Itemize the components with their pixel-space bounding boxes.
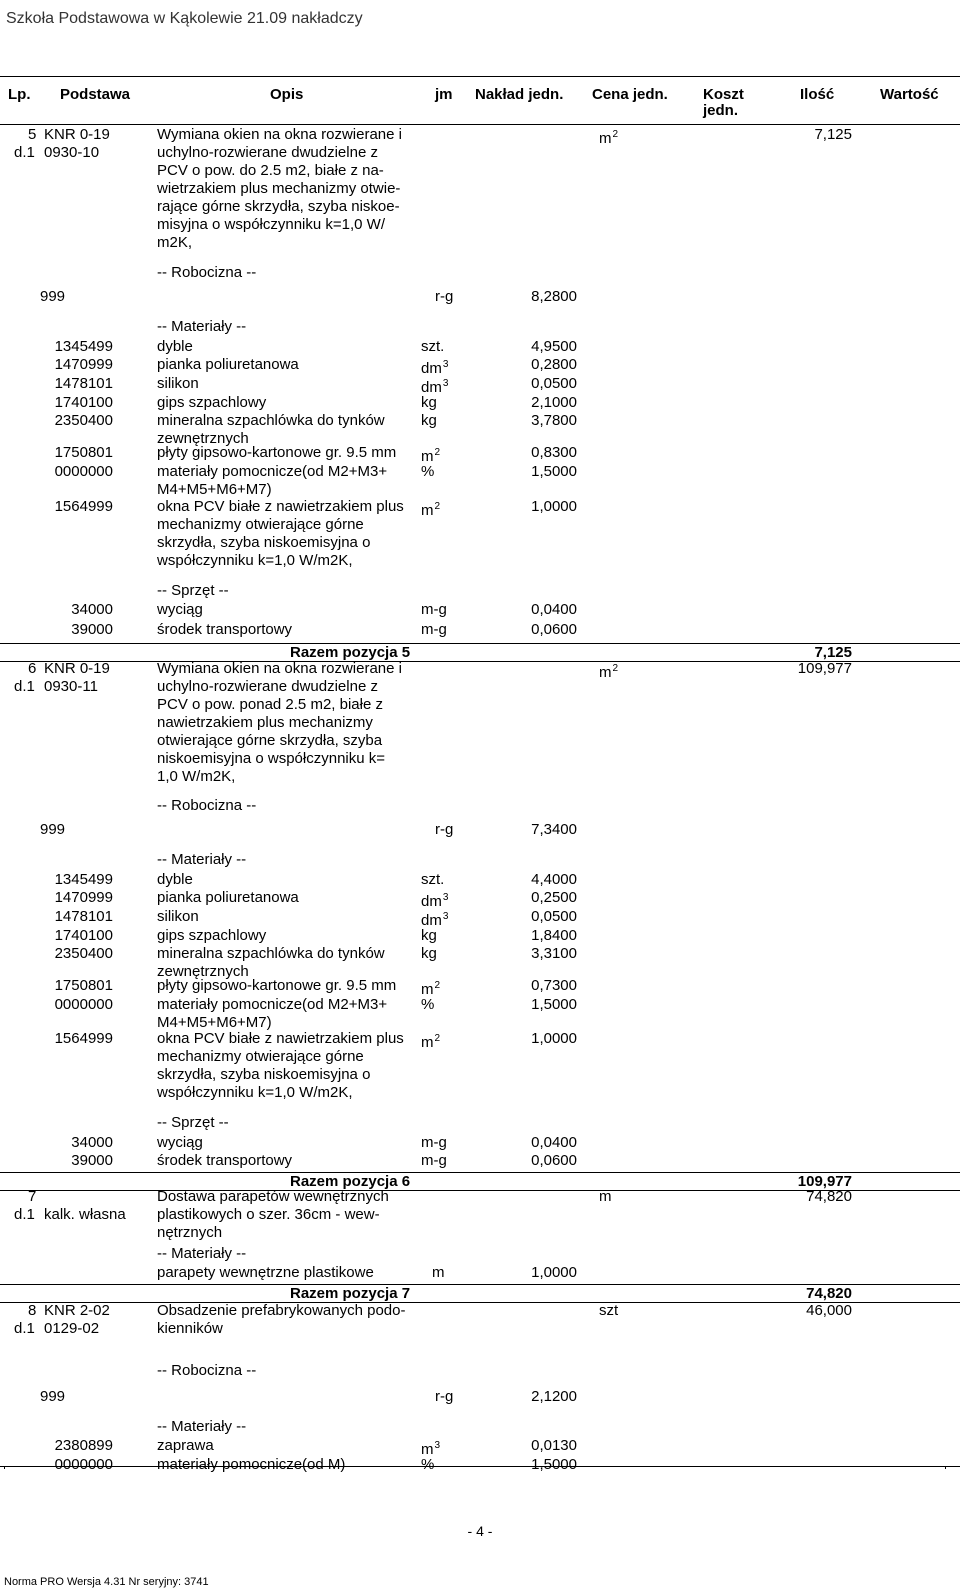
position-description: wietrzakiem plus mechanizmy otwie- <box>157 180 401 197</box>
resource-name: wyciąg <box>157 601 203 618</box>
resource-code: 39000 <box>71 1152 113 1169</box>
position-quantity: 7,125 <box>814 126 852 143</box>
section-title: -- Materiały -- <box>157 318 247 335</box>
resource-value: 0,0500 <box>531 908 577 925</box>
position-description: m2K, <box>157 234 193 251</box>
resource-name: skrzydła, szyba niskoemisyjna o <box>157 534 371 551</box>
resource-value: 0,0400 <box>531 1134 577 1151</box>
resource-code: 2350400 <box>54 412 113 429</box>
divider <box>0 76 960 77</box>
unit: $m^2$ <box>421 1033 441 1051</box>
unit: $m^2$ <box>599 129 619 147</box>
position-description: uchylno-rozwierane dwudzielne z <box>157 144 378 161</box>
resource-name: mechanizmy otwierające górne <box>157 1048 364 1065</box>
resource-value: 3,7800 <box>531 412 577 429</box>
unit: kg <box>421 412 437 429</box>
unit: % <box>421 463 435 480</box>
resource-name: zewnętrznych <box>157 963 249 980</box>
resource-name: wyciąg <box>157 1134 203 1151</box>
resource-value: 2,1000 <box>531 394 577 411</box>
resource-name: pianka poliuretanowa <box>157 356 299 373</box>
position-lp-sub: d.1 <box>14 678 35 695</box>
position-quantity: 46,000 <box>806 1302 852 1319</box>
resource-value: 3,3100 <box>531 945 577 962</box>
resource-name: gips szpachlowy <box>157 927 267 944</box>
unit: m-g <box>421 1152 447 1169</box>
section-title: -- Materiały -- <box>157 851 247 868</box>
section-title: -- Robocizna -- <box>157 797 257 814</box>
position-description: rające górne skrzydła, szyba niskoe- <box>157 198 400 215</box>
resource-code: 1564999 <box>54 498 113 515</box>
resource-value: 1,0000 <box>531 1030 577 1047</box>
resource-name: okna PCV białe z nawietrzakiem plus <box>157 1030 404 1047</box>
unit: % <box>421 996 435 1013</box>
resource-name: silikon <box>157 908 199 925</box>
position-description: misyjna o współczynniku k=1,0 W/ <box>157 216 386 233</box>
resource-value: 0,7300 <box>531 977 577 994</box>
position-base: KNR 2-02 <box>44 1302 110 1319</box>
position-lp: 5 <box>28 126 37 143</box>
resource-value: 8,2800 <box>531 288 577 305</box>
resource-code: 1750801 <box>54 977 113 994</box>
position-total-label: Razem pozycja 6 <box>290 1173 411 1190</box>
unit: szt <box>599 1302 619 1319</box>
col-header-koszt: Koszt <box>703 86 744 103</box>
col-header-wartosc: Wartość <box>880 86 939 103</box>
unit: $dm^3$ <box>421 378 449 396</box>
divider <box>4 1466 5 1469</box>
position-lp-sub: d.1 <box>14 1320 35 1337</box>
position-description: niskoemisyjna o współczynniku k= <box>157 750 386 767</box>
resource-code: 999 <box>40 821 66 838</box>
resource-code: 34000 <box>71 1134 113 1151</box>
page-title: Szkoła Podstawowa w Kąkolewie 21.09 nakładczy <box>6 10 363 27</box>
unit: % <box>421 1456 435 1473</box>
resource-code: 2380899 <box>54 1437 113 1454</box>
resource-name: okna PCV białe z nawietrzakiem plus <box>157 498 404 515</box>
resource-value: 0,0600 <box>531 1152 577 1169</box>
resource-code: 1740100 <box>54 927 113 944</box>
resource-value: 0,2800 <box>531 356 577 373</box>
resource-unit: r-g <box>435 288 454 305</box>
resource-value: 7,3400 <box>531 821 577 838</box>
resource-code: 1345499 <box>54 871 113 888</box>
resource-name: mineralna szpachlówka do tynków <box>157 945 385 962</box>
resource-name: mineralna szpachlówka do tynków <box>157 412 385 429</box>
resource-value: 1,0000 <box>531 1264 577 1281</box>
resource-code: 34000 <box>71 601 113 618</box>
resource-value: 1,5000 <box>531 463 577 480</box>
resource-name: pianka poliuretanowa <box>157 889 299 906</box>
software-footer: Norma PRO Wersja 4.31 Nr seryjny: 3741 <box>4 1576 209 1588</box>
unit: $m^2$ <box>421 980 441 998</box>
position-base-code: 0930-11 <box>44 678 98 695</box>
resource-value: 1,5000 <box>531 996 577 1013</box>
position-base: KNR 0-19 <box>44 660 110 677</box>
resource-code: 1345499 <box>54 338 113 355</box>
col-header-ilosc: Ilość <box>800 86 835 103</box>
unit: szt. <box>421 871 445 888</box>
resource-code: 999 <box>40 288 66 305</box>
resource-name: materiały pomocnicze(od M2+M3+ <box>157 463 388 480</box>
section-title: -- Sprzęt -- <box>157 582 229 599</box>
resource-code: 0000000 <box>54 996 113 1013</box>
unit: $m^2$ <box>421 447 441 465</box>
position-lp: 6 <box>28 660 37 677</box>
position-base: KNR 0-19 <box>44 126 110 143</box>
position-quantity: 74,820 <box>806 1188 852 1205</box>
page-header <box>0 0 960 42</box>
divider <box>0 1466 960 1467</box>
resource-value: 0,0500 <box>531 375 577 392</box>
position-description: Obsadzenie prefabrykowanych podo- <box>157 1302 406 1319</box>
resource-name: zewnętrznych <box>157 430 249 447</box>
unit: kg <box>421 394 437 411</box>
resource-name: zaprawa <box>157 1437 214 1454</box>
resource-unit: r-g <box>435 1388 454 1405</box>
position-base-code: 0129-02 <box>44 1320 100 1337</box>
position-description: nętrznych <box>157 1224 223 1241</box>
col-header-koszt-jedn: jedn. <box>703 102 739 119</box>
resource-name: środek transportowy <box>157 1152 293 1169</box>
resource-value: 0,0400 <box>531 601 577 618</box>
resource-code: 1564999 <box>54 1030 113 1047</box>
col-header-podstawa: Podstawa <box>60 86 131 103</box>
position-description: PCV o pow. ponad 2.5 m2, białe z <box>157 696 383 713</box>
unit: m-g <box>421 1134 447 1151</box>
position-description: kienników <box>157 1320 223 1337</box>
resource-name: dyble <box>157 871 193 888</box>
col-header-cena: Cena jedn. <box>592 86 668 103</box>
unit: kg <box>421 945 437 962</box>
section-title: -- Robocizna -- <box>157 264 257 281</box>
position-lp: 7 <box>28 1188 37 1205</box>
col-header-naklad: Nakład jedn. <box>475 86 564 103</box>
resource-value: 0,8300 <box>531 444 577 461</box>
resource-name: skrzydła, szyba niskoemisyjna o <box>157 1066 371 1083</box>
resource-code: 1740100 <box>54 394 113 411</box>
position-lp: 8 <box>28 1302 37 1319</box>
resource-code: 39000 <box>71 621 113 638</box>
divider <box>945 1466 946 1469</box>
unit: $dm^3$ <box>421 359 449 377</box>
resource-value: 4,4000 <box>531 871 577 888</box>
unit: $dm^3$ <box>421 911 449 929</box>
resource-name: M4+M5+M6+M7) <box>157 1014 272 1031</box>
unit: m <box>599 1188 612 1205</box>
resource-code: 999 <box>40 1388 66 1405</box>
position-total-label: Razem pozycja 7 <box>290 1285 411 1302</box>
section-title: -- Materiały -- <box>157 1245 247 1262</box>
resource-name: współczynniku k=1,0 W/m2K, <box>157 552 353 569</box>
position-total-value: 74,820 <box>806 1285 852 1302</box>
resource-code: 1478101 <box>54 375 113 392</box>
resource-value: 4,9500 <box>531 338 577 355</box>
resource-code: 1478101 <box>54 908 113 925</box>
resource-name: materiały pomocnicze(od M) <box>157 1456 346 1473</box>
position-description: otwierające górne skrzydła, szyba <box>157 732 383 749</box>
resource-name: silikon <box>157 375 199 392</box>
resource-code: 1470999 <box>54 889 113 906</box>
resource-value: 1,5000 <box>531 1456 577 1473</box>
resource-value: 1,0000 <box>531 498 577 515</box>
unit: m-g <box>421 621 447 638</box>
resource-code: 0000000 <box>54 1456 113 1473</box>
resource-name: M4+M5+M6+M7) <box>157 481 272 498</box>
unit: $dm^3$ <box>421 892 449 910</box>
position-description: Wymiana okien na okna rozwierane i <box>157 660 402 677</box>
resource-value: 0,0130 <box>531 1437 577 1454</box>
resource-value: 1,8400 <box>531 927 577 944</box>
position-description: plastikowych o szer. 36cm - wew- <box>157 1206 380 1223</box>
resource-name: płyty gipsowo-kartonowe gr. 9.5 mm <box>157 444 397 461</box>
resource-name: gips szpachlowy <box>157 394 267 411</box>
unit: m <box>432 1264 445 1281</box>
resource-unit: r-g <box>435 821 454 838</box>
position-total-value: 7,125 <box>814 644 852 661</box>
col-header-opis: Opis <box>270 86 304 103</box>
resource-code: 2350400 <box>54 945 113 962</box>
position-lp-sub: d.1 <box>14 144 35 161</box>
resource-value: 0,0600 <box>531 621 577 638</box>
section-title: -- Materiały -- <box>157 1418 247 1435</box>
section-title: -- Sprzęt -- <box>157 1114 229 1131</box>
position-base-code: 0930-10 <box>44 144 100 161</box>
col-header-jm: jm <box>435 86 453 103</box>
resource-name: współczynniku k=1,0 W/m2K, <box>157 1084 353 1101</box>
col-header-lp: Lp. <box>8 86 31 103</box>
resource-value: 0,2500 <box>531 889 577 906</box>
resource-code: 1750801 <box>54 444 113 461</box>
unit: $m^3$ <box>421 1440 441 1458</box>
resource-code: 1470999 <box>54 356 113 373</box>
resource-name: materiały pomocnicze(od M2+M3+ <box>157 996 388 1013</box>
position-total-value: 109,977 <box>797 1173 852 1190</box>
resource-name: płyty gipsowo-kartonowe gr. 9.5 mm <box>157 977 397 994</box>
position-description: 1,0 W/m2K, <box>157 768 236 785</box>
position-description: nawietrzakiem plus mechanizmy <box>157 714 373 731</box>
position-description: Dostawa parapetów wewnętrznych <box>157 1188 389 1205</box>
position-total-label: Razem pozycja 5 <box>290 644 411 661</box>
position-description: Wymiana okien na okna rozwierane i <box>157 126 402 143</box>
position-base-code: kalk. własna <box>44 1206 126 1223</box>
resource-code: 0000000 <box>54 463 113 480</box>
resource-name: środek transportowy <box>157 621 293 638</box>
position-quantity: 109,977 <box>797 660 852 677</box>
resource-name: parapety wewnętrzne plastikowe <box>157 1264 374 1281</box>
divider <box>0 124 960 125</box>
position-description: PCV o pow. do 2.5 m2, białe z na- <box>157 162 384 179</box>
resource-value: 2,1200 <box>531 1388 577 1405</box>
unit: $m^2$ <box>421 501 441 519</box>
page-number: - 4 - <box>467 1523 493 1539</box>
position-lp-sub: d.1 <box>14 1206 35 1223</box>
unit: kg <box>421 927 437 944</box>
section-title: -- Robocizna -- <box>157 1362 257 1379</box>
unit: szt. <box>421 338 445 355</box>
position-description: uchylno-rozwierane dwudzielne z <box>157 678 378 695</box>
unit: m-g <box>421 601 447 618</box>
resource-name: mechanizmy otwierające górne <box>157 516 364 533</box>
unit: $m^2$ <box>599 663 619 681</box>
resource-name: dyble <box>157 338 193 355</box>
